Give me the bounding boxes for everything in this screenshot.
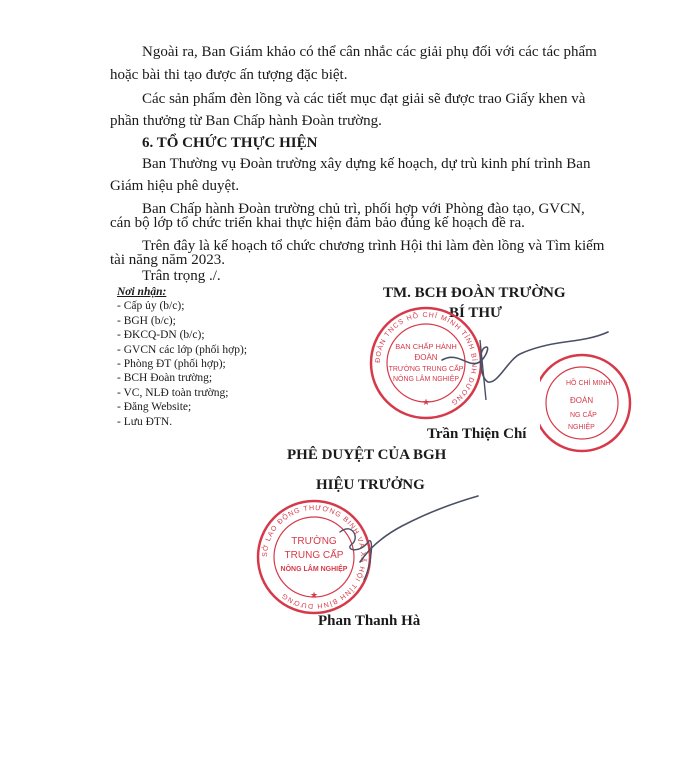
section-para-2-line-1: Ban Chấp hành Đoàn trường chủ trì, phối hợp với Phòng đào tạo, GVCN, xyxy=(142,201,585,217)
approval-title: PHÊ DUYỆT CỦA BGH xyxy=(287,447,447,463)
youth-signature-icon xyxy=(440,320,610,405)
para-2-line-1: Các sản phẩm đèn lồng và các tiết mục đạt giải sẽ được trao Giấy khen và xyxy=(142,91,586,107)
school-stamp-text: NÔNG LÂM NGHIỆP xyxy=(280,566,348,573)
youth-stamp-text: ĐOÀN xyxy=(414,353,438,362)
recipient-item: - Lưu ĐTN. xyxy=(117,415,173,428)
closing: Trân trọng ./. xyxy=(142,268,221,284)
recipients-list xyxy=(117,285,247,429)
youth-stamp-ring-text: ĐOÀN TNCS HỒ CHÍ MINH TỈNH BÌNH DƯƠNG xyxy=(374,311,478,407)
section-para-1-line-2: Giám hiệu phê duyệt. xyxy=(110,178,240,194)
para-1-line-2: hoặc bài thi tạo được ấn tượng đặc biệt. xyxy=(110,67,348,83)
school-stamp-text: TRUNG CẤP xyxy=(284,550,344,561)
youth-stamp-text: TRƯỜNG TRUNG CẤP xyxy=(388,366,464,373)
youth-stamp-text: BAN CHẤP HÀNH xyxy=(395,342,457,351)
section-para-3-line-1: Trên đây là kế hoạch tổ chức chương trình Hội thi làm đèn lồng và Tìm kiếm xyxy=(142,238,605,254)
recipients-title: Nơi nhận: xyxy=(117,286,167,298)
school-stamp-text: TRƯỜNG xyxy=(291,536,337,547)
svg-text:NGHIỆP: NGHIỆP xyxy=(568,424,595,431)
youth-stamp-text: NÔNG LÂM NGHIỆP xyxy=(392,376,460,383)
section-heading: 6. TỔ CHỨC THỰC HIỆN xyxy=(142,135,318,151)
principal-position: HIỆU TRƯỞNG xyxy=(316,477,425,493)
youth-org-title: TM. BCH ĐOÀN TRƯỜNG xyxy=(383,285,566,301)
recipient-item: - Phòng ĐT (phối hợp); xyxy=(117,358,226,371)
svg-text:★: ★ xyxy=(421,397,431,407)
recipient-item: - BCH Đoàn trường; xyxy=(117,372,213,385)
principal-signature-icon xyxy=(330,492,480,587)
svg-text:★: ★ xyxy=(309,590,319,600)
recipient-item: - GVCN các lớp (phối hợp); xyxy=(117,343,248,356)
school-stamp-ring-text: SỞ LAO ĐỘNG THƯƠNG BINH VÀ XÃ HỘI TỈNH BÌNH DƯƠNG xyxy=(261,504,367,610)
para-1-line-1: Ngoài ra, Ban Giám khảo có thể cân nhắc các giải phụ đối với các tác phẩm xyxy=(142,44,597,60)
section-para-3-line-2: tài năng năm 2023. xyxy=(110,252,225,268)
svg-text:HỒ CHÍ MINH: HỒ CHÍ MINH xyxy=(566,380,611,387)
youth-position: BÍ THƯ xyxy=(449,305,502,321)
svg-text:NG CẤP: NG CẤP xyxy=(570,412,597,419)
section-para-1-line-1: Ban Thường vụ Đoàn trường xây dựng kế hoạch, dự trù kinh phí trình Ban xyxy=(142,156,591,172)
recipient-item: - VC, NLĐ toàn trường; xyxy=(117,386,229,399)
svg-text:ĐOÀN: ĐOÀN xyxy=(570,396,594,405)
recipient-item: - BGH (b/c); xyxy=(117,314,176,327)
section-para-2-line-2: cán bộ lớp tổ chức triển khai thực hiện đảm bảo đúng kế hoạch đề ra. xyxy=(110,215,525,231)
principal-signer-name: Phan Thanh Hà xyxy=(318,613,421,629)
recipient-item: - ĐKCQ-DN (b/c); xyxy=(117,329,205,342)
recipient-item: - Cấp ủy (b/c); xyxy=(117,300,185,313)
recipient-item: - Đăng Website; xyxy=(117,401,192,414)
youth-signer-name: Trần Thiện Chí xyxy=(427,426,527,442)
para-2-line-2: phần thưởng từ Ban Chấp hành Đoàn trường. xyxy=(110,113,382,129)
